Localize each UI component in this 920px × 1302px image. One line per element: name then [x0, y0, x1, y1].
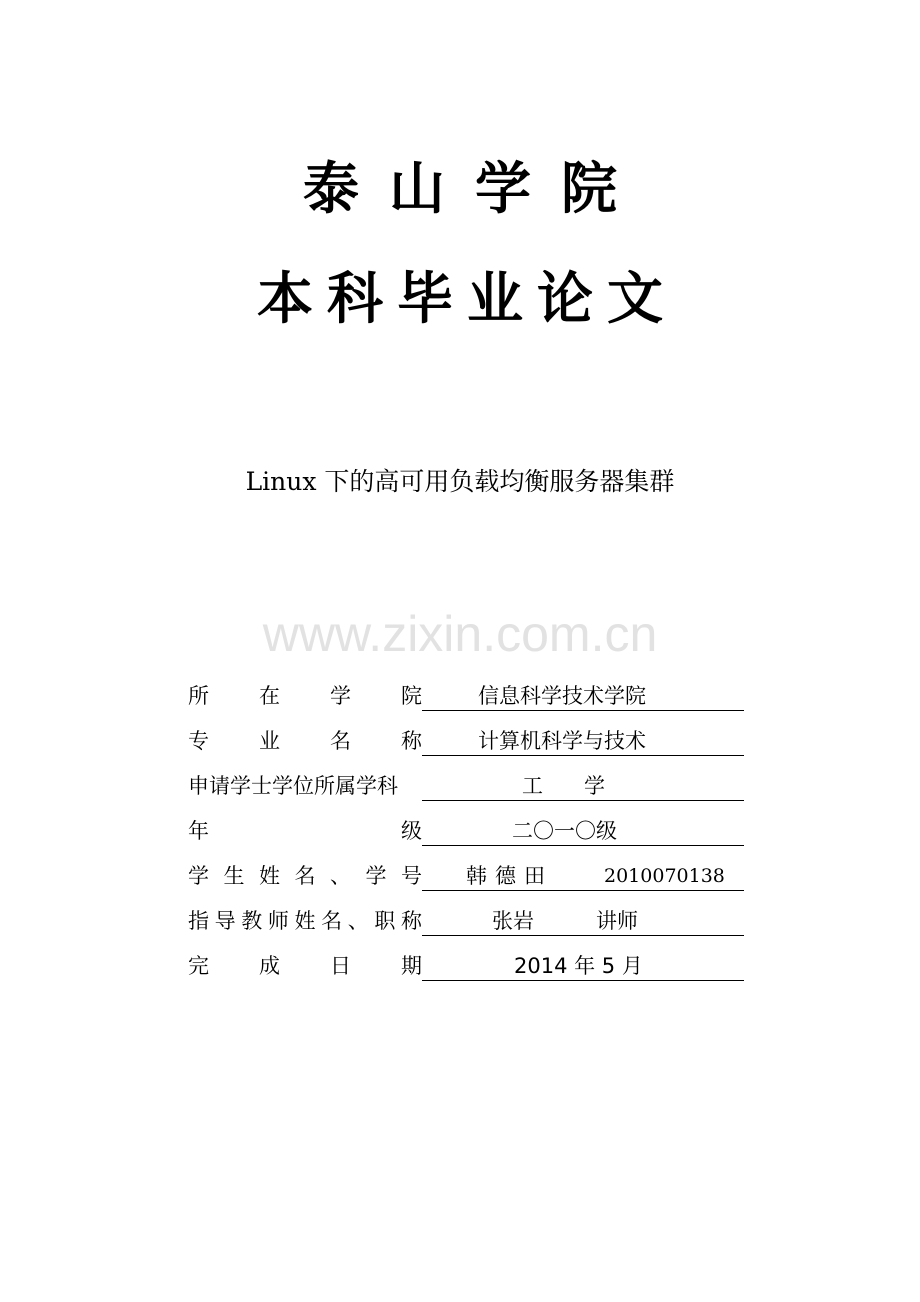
student-id: 2010070138 [604, 865, 725, 887]
advisor-title: 讲师 [596, 909, 638, 933]
label-char: 名 [330, 729, 351, 753]
cover-info-table [188, 666, 748, 981]
label-char: 名 [321, 909, 343, 933]
label-char: 所 [188, 684, 209, 708]
info-row-major [188, 711, 748, 756]
student-field [422, 862, 744, 891]
grade-label [188, 817, 422, 846]
degree-subject-value-1: 工 [522, 774, 543, 798]
label-char: 称 [401, 729, 422, 753]
label-char: 名 [294, 864, 316, 888]
degree-subject-value-2: 学 [584, 774, 605, 798]
grade-label-1: 年 [188, 819, 209, 843]
label-char: 导 [214, 909, 236, 933]
info-row-completion [188, 936, 748, 981]
major-field [422, 727, 744, 756]
label-char: 完 [188, 954, 209, 978]
label-char: 号 [401, 864, 422, 888]
label-char: 学 [365, 864, 387, 888]
degree-subject-label-text: 申请学士学位所属学科 [188, 774, 398, 798]
label-char: 日 [330, 954, 351, 978]
advisor-field [422, 907, 744, 936]
label-char: 在 [259, 684, 280, 708]
info-row-grade [188, 801, 748, 846]
completion-label [188, 952, 422, 981]
grade-field [422, 817, 744, 846]
major-value: 计算机科学与技术 [478, 729, 646, 753]
label-char: 、 [330, 864, 351, 888]
degree-subject-field [422, 772, 744, 801]
label-char: 成 [259, 954, 280, 978]
major-label [188, 727, 422, 756]
thesis-type-heading: 本科毕业论文 [257, 267, 677, 332]
label-char: 姓 [259, 864, 280, 888]
label-char: 师 [267, 909, 289, 933]
advisor-label [188, 907, 422, 936]
label-char: 教 [241, 909, 263, 933]
label-char: 、 [347, 909, 369, 933]
label-char: 称 [401, 909, 422, 933]
watermark: www.zixin.com.cn [262, 606, 658, 662]
info-row-advisor [188, 891, 748, 936]
completion-date: 2014 年 5 月 [514, 954, 643, 978]
info-row-college [188, 666, 748, 711]
label-char: 姓 [294, 909, 316, 933]
school-name: 泰山学院 [303, 157, 647, 222]
label-char: 指 [188, 909, 209, 933]
degree-subject-label [188, 772, 422, 801]
thesis-title: Linux 下的高可用负载均衡服务器集群 [245, 467, 675, 496]
student-name: 韩德田 [466, 864, 553, 888]
label-char: 学 [188, 864, 209, 888]
label-char: 职 [374, 909, 396, 933]
grade-value: 二〇一〇级 [512, 819, 617, 843]
college-field [422, 682, 744, 711]
label-char: 院 [401, 684, 422, 708]
info-row-student [188, 846, 748, 891]
label-char: 专 [188, 729, 209, 753]
label-char: 期 [401, 954, 422, 978]
student-label [188, 862, 422, 891]
label-char: 业 [259, 729, 280, 753]
college-value: 信息科学技术学院 [478, 684, 646, 708]
advisor-name: 张岩 [492, 909, 534, 933]
grade-label-2: 级 [401, 819, 422, 843]
info-row-degree-subject [188, 756, 748, 801]
label-char: 生 [223, 864, 245, 888]
label-char: 学 [330, 684, 351, 708]
completion-field [422, 952, 744, 981]
college-label [188, 682, 422, 711]
